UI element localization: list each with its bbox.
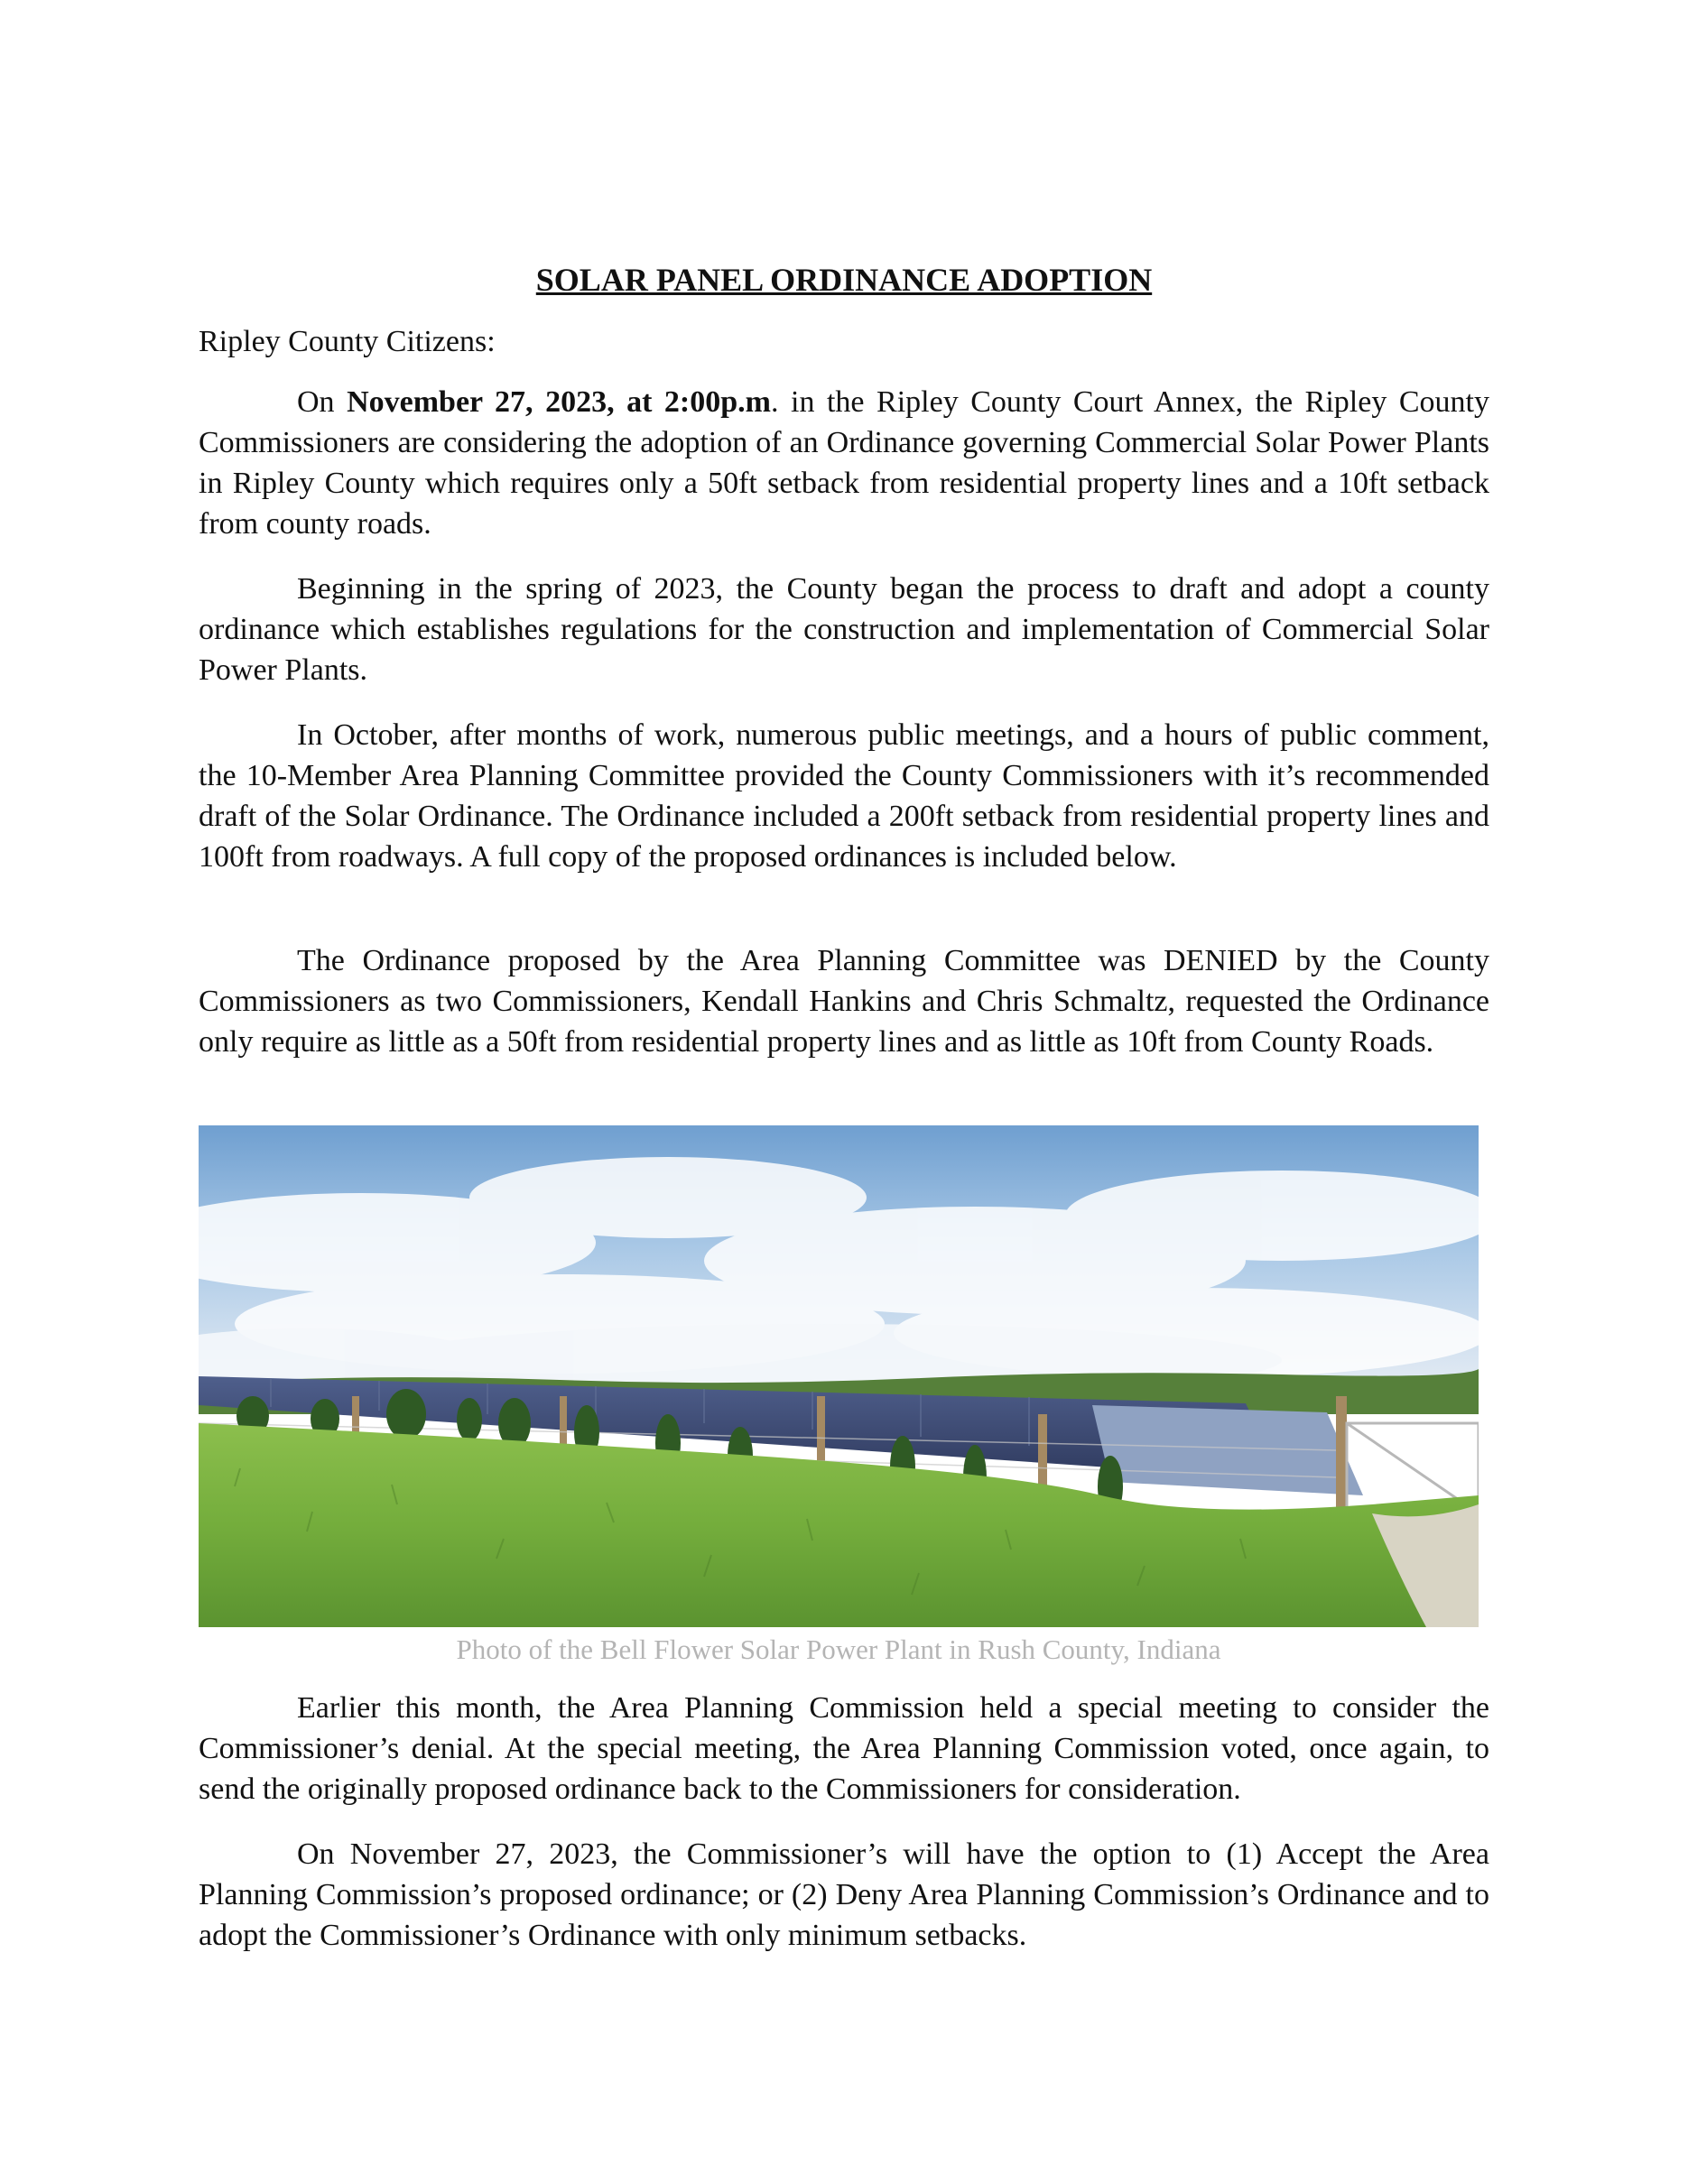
photo-caption: Photo of the Bell Flower Solar Power Plant in Rush County, Indiana (456, 1633, 1221, 1665)
paragraph-denial: The Ordinance proposed by the Area Planning Committee was DENIED by the County Commissioners as two Commissioners, Kendall Hankins and Chris Schmaltz, requested the Ordinance only require as little as a 50ft from residential property lines and as little as 10ft from County Roads. (199, 944, 1489, 1059)
document-title: SOLAR PANEL ORDINANCE ADOPTION (535, 262, 1153, 298)
solar-plant-photo (199, 1125, 1479, 1627)
meeting-date: November 27, 2023, at 2:00p.m (347, 385, 771, 419)
paragraph-meeting-notice (199, 382, 1489, 544)
paragraph-special-meeting: Earlier this month, the Area Planning Commission held a special meeting to consider the Commissioner’s denial. At the special meeting, the Area Planning Commission voted, once again, to send the originally proposed ordinance back to the Commissioners for consideration. (199, 1691, 1489, 1806)
greeting: Ripley County Citizens: (199, 325, 496, 358)
paragraph-process: Beginning in the spring of 2023, the County began the process to draft and adopt a county ordinance which establishes regulations for the construction and implementation of Commercial Solar Power Plants. (199, 572, 1489, 687)
paragraph-body: . in the Ripley County Court Annex, the Ripley County Commissioners are considering the adoption of an Ordinance governing Commercial Solar Power Plants in Ripley County which requires only a 50ft setback from residential property lines and a 10ft setback from county roads. (199, 385, 1489, 541)
paragraph-options: On November 27, 2023, the Commissioner’s will have the option to (1) Accept the Area Planning Commission’s proposed ordinance; or (2) Deny Area Planning Commission’s Ordinance and to adopt the Commissioner’s Ordinance with only minimum setbacks. (199, 1837, 1489, 1952)
paragraph-lead: On (297, 385, 348, 419)
paragraph-october: In October, after months of work, numerous public meetings, and a hours of public comment, the 10-Member Area Planning Committee provided the County Commissioners with it’s recommended draft of the Solar Ordinance. The Ordinance included a 200ft setback from residential property lines and 100ft from roadways. A full copy of the proposed ordinances is included below. (199, 718, 1489, 874)
